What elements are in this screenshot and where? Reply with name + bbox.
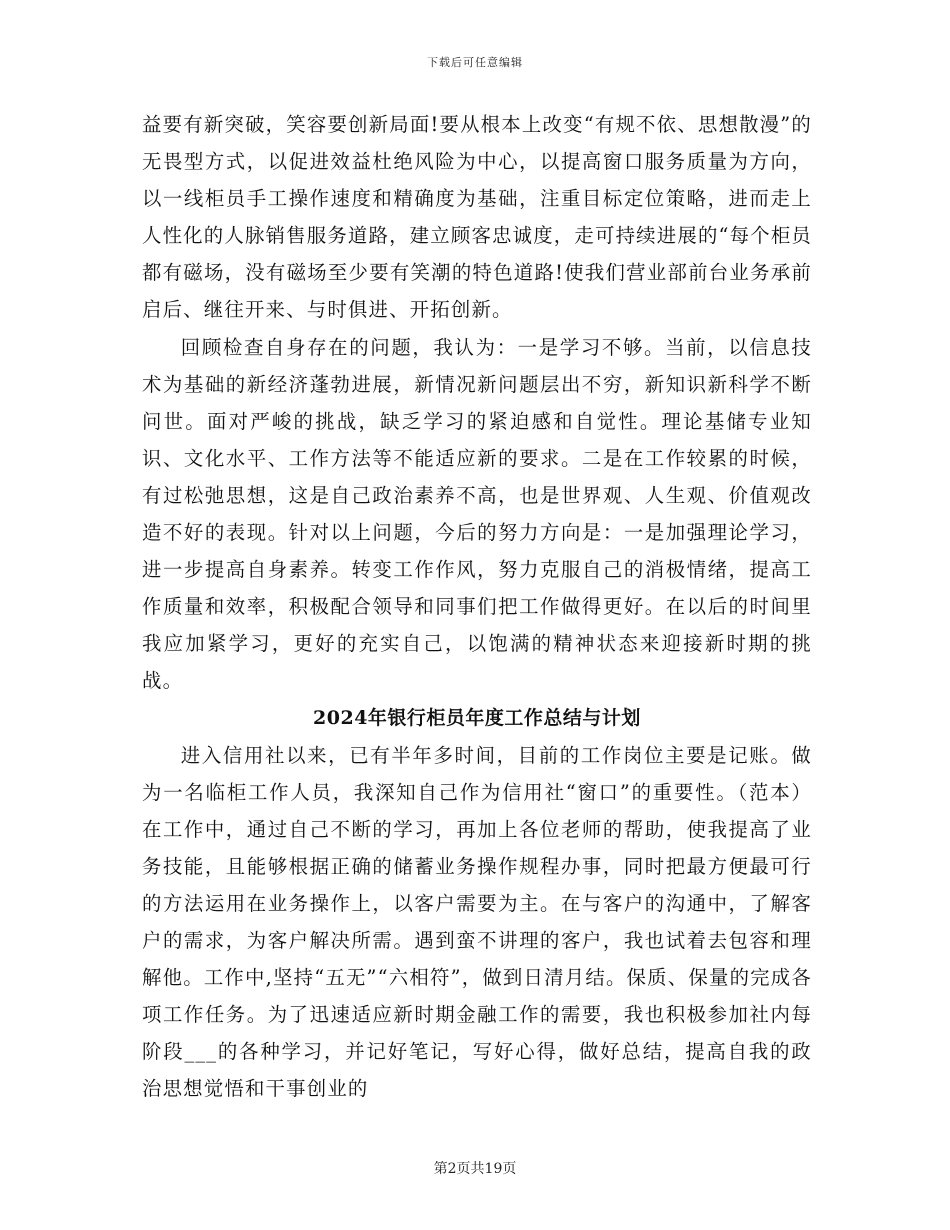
section-title: 2024年银行柜员年度工作总结与计划 (313, 706, 641, 729)
document-body (142, 106, 812, 1108)
page-number: 第2页共19页 (433, 1161, 517, 1177)
paragraph-continued: 益要有新突破，笑容要创新局面!要从根本上改变“有规不依、思想散漫”的无畏型方式，以促进效益杜绝风险为中心，以提高窗口服务质量为方向，以一线柜员手工操作速度和精确度为基础，注重目标定位策略，进而走上人性化的人脉销售服务道路，建立顾客忠诚度，走可持续进展的“每个柜员都有磁场，没有磁场至少要有笑潮的特色道路!使我们营业部前台业务承前启后、继往开来、与时俱进、开拓创新。 (142, 113, 813, 322)
paragraph-self-review: 回顾检查自身存在的问题，我认为：一是学习不够。当前，以信息技术为基础的新经济蓬勃进展，新情况新问题层出不穷，新知识新科学不断问世。面对严峻的挑战，缺乏学习的紧迫感和自觉性。理论基储专业知识、文化水平、工作方法等不能适应新的要求。二是在工作较累的时候，有过松弛思想，这是自己政治素养不高，也是世界观、人生观、价值观改造不好的表现。针对以上问题，今后的努力方向是：一是加强理论学习，进一步提高自身素养。转变工作作风，努力克服自己的消极情绪，提高工作质量和效率，积极配合领导和同事们把工作做得更好。在以后的时间里我应加紧学习，更好的充实自己，以饱满的精神状态来迎接新时期的挑战。 (142, 335, 812, 693)
page-header-note: 下载后可任意编辑 (427, 56, 523, 69)
paragraph-summary: 进入信用社以来，已有半年多时间，目前的工作岗位主要是记账。做为一名临柜工作人员，我深知自己作为信用社“窗口”的重要性。（范本）在工作中，通过自己不断的学习，再加上各位老师的帮助，使我提高了业务技能，且能够根据正确的储蓄业务操作规程办事，同时把最方便最可行的方法运用在业务操作上，以客户需要为主。在与客户的沟通中，了解客户的需求，为客户解决所需。遇到蛮不讲理的客户，我也试着去包容和理解他。工作中,坚持“五无”“六相符”，做到日清月结。保质、保量的完成各项工作任务。为了迅速适应新时期金融工作的需要，我也积极参加社内每阶段___的各种学习，并记好笔记，写好心得，做好总结，提高自我的政治思想觉悟和干事创业的 (142, 743, 812, 1101)
